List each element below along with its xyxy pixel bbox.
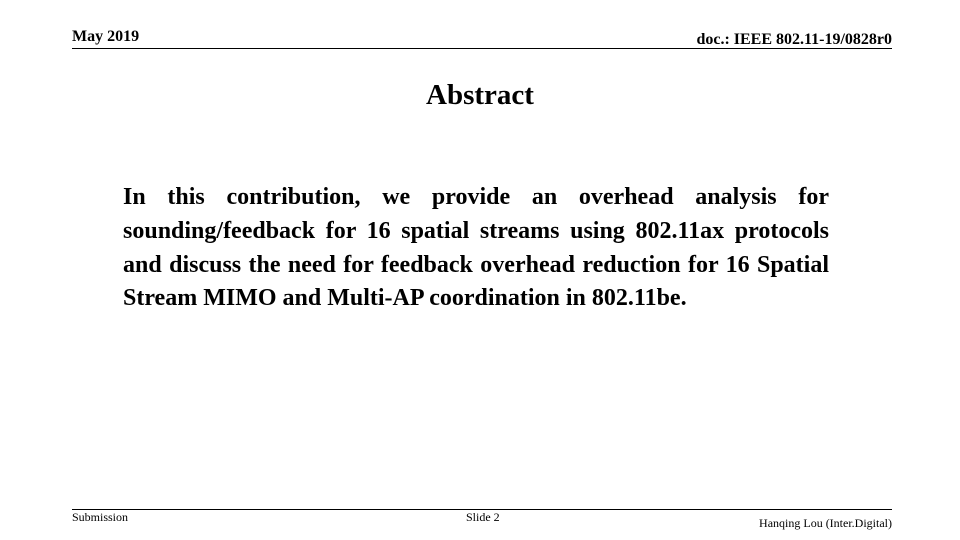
slide-title: Abstract (426, 79, 534, 111)
header-doc-id: doc.: IEEE 802.11-19/0828r0 (696, 31, 892, 48)
header-date: May 2019 (72, 28, 140, 45)
abstract-body: In this contribution, we provide an overhead analysis for sounding/feedback for 16 spatial streams using 802.11ax protocols and discuss the need for feedback overhead reduction for 16 Spatial Stream MIMO and Multi-AP coordination in 802.11be. (123, 184, 829, 312)
footer-author: Hanqing Lou (Inter.Digital) (759, 516, 892, 530)
header-divider (72, 48, 892, 49)
footer-slide-number: Slide 2 (466, 510, 500, 524)
footer-submission: Submission (72, 510, 129, 524)
